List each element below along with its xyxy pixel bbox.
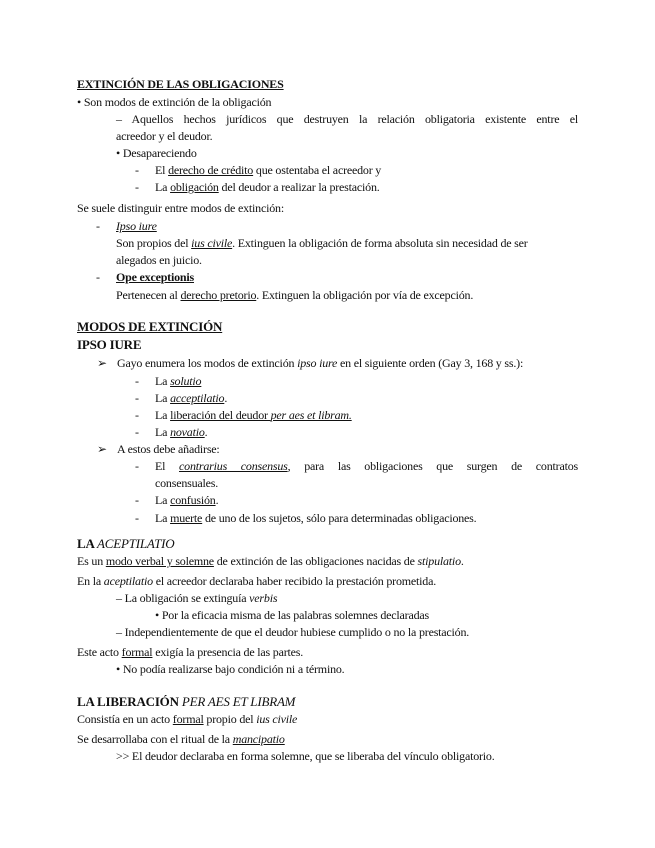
dash-marker: - xyxy=(135,180,139,194)
text: PER AES ET LIBRAM xyxy=(181,694,296,709)
term-verbis: verbis xyxy=(249,591,278,605)
term-muerte: muerte xyxy=(170,511,203,525)
dash-marker: - xyxy=(135,425,139,439)
text: Por la eficacia misma de las palabras solemnes declaradas xyxy=(161,608,429,622)
section-title-aceptilatio xyxy=(77,536,175,552)
text: Se desarrollaba con el ritual de la xyxy=(77,732,233,746)
text: No podía realizarse bajo condición ni a término. xyxy=(122,662,345,676)
text: La xyxy=(155,425,171,439)
text: ACEPTILATIO xyxy=(97,536,175,551)
paragraph-line xyxy=(77,553,464,569)
text: propio del xyxy=(203,712,257,726)
arrow-marker: ➢ xyxy=(97,442,107,456)
list-item xyxy=(135,510,476,526)
list-item xyxy=(135,390,227,406)
text: La xyxy=(155,180,171,194)
text: La xyxy=(155,391,171,405)
bullet-marker: • xyxy=(116,662,121,676)
text: El xyxy=(155,459,180,473)
list-item xyxy=(96,218,157,234)
text: LA xyxy=(77,536,97,551)
dash-marker: - xyxy=(135,459,139,473)
term-formal: formal xyxy=(121,645,153,659)
list-item xyxy=(97,355,523,371)
paragraph-line xyxy=(116,287,473,303)
text: . xyxy=(460,554,464,568)
text: El xyxy=(155,163,169,177)
list-item xyxy=(135,373,201,389)
list-item xyxy=(97,441,220,457)
text: . xyxy=(224,391,228,405)
term-ope-exceptionis: Ope exceptionis xyxy=(116,270,194,284)
text: . Extinguen la obligación por vía de excepción. xyxy=(256,288,474,302)
text: En la xyxy=(77,574,104,588)
text: exigía la presencia de las partes. xyxy=(152,645,304,659)
section-title-extincion: EXTINCIÓN DE LAS OBLIGACIONES xyxy=(77,77,284,91)
term-ipso-iure: Ipso iure xyxy=(116,219,157,233)
paragraph-line: >> El deudor declaraba en forma solemne, que se liberaba del vínculo obligatorio. xyxy=(116,749,495,763)
term-ius-civile: ius civile xyxy=(191,236,233,250)
text: en el siguiente orden (Gay 3, 168 y ss.): xyxy=(337,356,524,370)
text: del deudor a realizar la prestación. xyxy=(218,180,380,194)
term-aceptilatio: aceptilatio xyxy=(103,574,153,588)
text: . Extinguen la obligación de forma absoluta sin necesidad de ser xyxy=(232,236,528,250)
bullet-marker: • xyxy=(77,95,82,109)
term-liberacion-deudor: liberación del deudor xyxy=(170,408,271,422)
text: . xyxy=(204,425,208,439)
text: Son modos de extinción de la obligación xyxy=(83,95,272,109)
list-item xyxy=(116,145,197,161)
bullet-marker: • xyxy=(155,608,160,622)
text: La xyxy=(155,493,171,507)
term-solutio: solutio xyxy=(170,374,202,388)
section-title-modos: MODOS DE EXTINCIÓN xyxy=(77,319,223,334)
list-item xyxy=(135,179,380,195)
text: , para las obligaciones que surgen de contratos xyxy=(287,459,578,473)
term-derecho-pretorio: derecho pretorio xyxy=(180,288,257,302)
list-item xyxy=(155,607,429,623)
paragraph-line: consensuales. xyxy=(155,476,219,490)
text: Son propios del xyxy=(116,236,192,250)
paragraph-line xyxy=(116,235,528,251)
list-item xyxy=(135,407,352,423)
text: que ostentaba el acreedor y xyxy=(253,163,382,177)
text: La xyxy=(155,511,171,525)
dash-marker: - xyxy=(96,219,100,233)
text: Es un xyxy=(77,554,106,568)
dash-marker: - xyxy=(135,493,139,507)
term-derecho-credito: derecho de crédito xyxy=(168,163,254,177)
text: de extinción de las obligaciones nacidas de xyxy=(213,554,418,568)
list-item xyxy=(96,269,194,285)
term-mancipatio: mancipatio xyxy=(232,732,285,746)
paragraph-line xyxy=(77,711,297,727)
text: La xyxy=(155,408,171,422)
paragraph-line: acreedor y el deudor. xyxy=(116,129,213,143)
bullet-marker: • xyxy=(116,146,121,160)
list-item xyxy=(135,424,207,440)
text: – La obligación se extinguía xyxy=(116,591,250,605)
list-item xyxy=(135,458,578,474)
dash-marker: - xyxy=(135,391,139,405)
term-modo-verbal: modo verbal y solemne xyxy=(105,554,214,568)
text: Desapareciendo xyxy=(122,146,197,160)
term-ipso-iure: ipso iure xyxy=(297,356,338,370)
term-obligacion: obligación xyxy=(170,180,219,194)
paragraph-line: Se suele distinguir entre modos de extinción: xyxy=(77,201,284,215)
dash-marker: - xyxy=(135,511,139,525)
term-acceptilatio: acceptilatio xyxy=(170,391,225,405)
paragraph-line xyxy=(77,644,303,660)
dash-marker: - xyxy=(135,408,139,422)
dash-marker: - xyxy=(135,374,139,388)
text: el acreedor declaraba haber recibido la prestación prometida. xyxy=(152,574,437,588)
list-item xyxy=(135,492,218,508)
list-item xyxy=(135,162,381,178)
paragraph-line xyxy=(77,573,436,589)
dash-marker: - xyxy=(96,270,100,284)
paragraph-line: – Independientemente de que el deudor hubiese cumplido o no la prestación. xyxy=(116,625,470,639)
text: Gayo enumera los modos de extinción xyxy=(117,356,298,370)
paragraph-line: – Aquellos hechos jurídicos que destruyen la relación obligatoria existente entre el xyxy=(116,112,578,126)
text: de uno de los sujetos, sólo para determinadas obligaciones. xyxy=(202,511,477,525)
term-contrarius-consensus: contrarius consensus xyxy=(179,459,288,473)
section-title-liberacion xyxy=(77,694,295,710)
term-confusion: confusión xyxy=(170,493,216,507)
text: Pertenecen al xyxy=(116,288,181,302)
list-item xyxy=(77,94,271,110)
text: A estos debe añadirse: xyxy=(117,442,220,456)
text: LA LIBERACIÓN xyxy=(77,694,182,709)
term-formal: formal xyxy=(172,712,204,726)
text: La xyxy=(155,374,171,388)
arrow-marker: ➢ xyxy=(97,356,107,370)
paragraph-line xyxy=(77,731,285,747)
term-per-aes-et-libram: per aes et libram. xyxy=(270,408,352,422)
term-stipulatio: stipulatio xyxy=(417,554,461,568)
term-novatio: novatio xyxy=(170,425,205,439)
list-item xyxy=(116,661,344,677)
dash-marker: - xyxy=(135,163,139,177)
text: . xyxy=(215,493,219,507)
paragraph-line: alegados en juicio. xyxy=(116,253,202,267)
text: Este acto xyxy=(77,645,122,659)
paragraph-line xyxy=(116,590,277,606)
subsection-title-ipso-iure: IPSO IURE xyxy=(77,337,142,352)
term-ius-civile: ius civile xyxy=(256,712,298,726)
text: Consistía en un acto xyxy=(77,712,173,726)
